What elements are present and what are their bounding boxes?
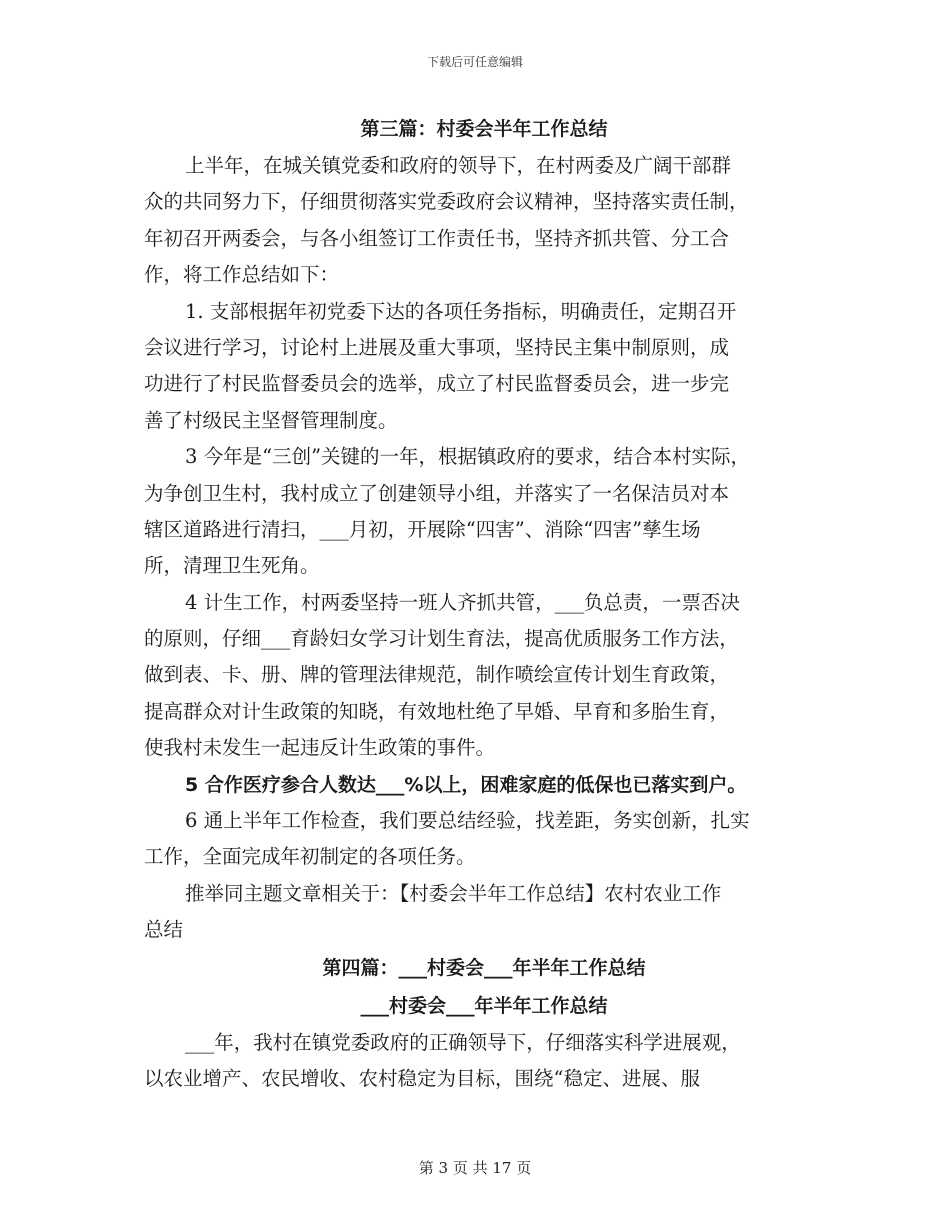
page-number: 第 3 页 共 17 页 — [418, 1159, 532, 1177]
paragraph-line: 提高群众对计生政策的知晓，有效地杜绝了早婚、早育和多胎生育， — [144, 699, 730, 723]
document-body — [144, 108, 824, 1097]
paragraph-line: 3 今年是“三创”关键的一年，根据镇政府的要求，结合本村实际， — [185, 445, 751, 469]
paragraph-line: 年初召开两委会，与各小组签订工作责任书，坚持齐抓共管、分工合 — [144, 226, 730, 250]
paragraph-line: 善了村级民主坚督管理制度。 — [144, 408, 398, 432]
paragraph-line: 作，将工作总结如下： — [144, 263, 340, 287]
paragraph-line: 所，清理卫生死角。 — [144, 554, 320, 578]
paragraph-line: 推举同主题文章相关于：【村委会半年工作总结】农村农业工作 — [185, 881, 722, 905]
paragraph-line: 1. 支部根据年初党委下达的各项任务指标，明确责任，定期召开 — [185, 299, 737, 323]
paragraph-line: 做到表、卡、册、牌的管理法律规范，制作喷绘宣传计划生育政策， — [144, 663, 730, 687]
paragraph-line: 为争创卫生村，我村成立了创建领导小组，并落实了一名保洁员对本 — [144, 481, 730, 505]
section-heading-4: 第四篇：___村委会___年半年工作总结 — [322, 956, 646, 979]
paragraph-line: ___年，我村在镇党委政府的正确领导下，仔细落实科学进展观， — [185, 1030, 741, 1054]
paragraph-line: 工作，全面完成年初制定的各项任务。 — [144, 845, 476, 869]
paragraph-line: 使我村未发生一起违反计生政策的事件。 — [144, 736, 496, 760]
paragraph-line: 6 通上半年工作检查，我们要总结经验，找差距，务实创新，扎实 — [185, 809, 750, 833]
paragraph-line: 以农业增产、农民增收、农村稳定为目标，围绕“稳定、进展、服 — [144, 1066, 700, 1090]
paragraph-line: 功进行了村民监督委员会的选举，成立了村民监督委员会，进一步完 — [144, 372, 730, 396]
paragraph-line: 总结 — [144, 918, 184, 942]
paragraph-line: 的原则，仔细___育龄妇女学习计划生育法，提高优质服务工作方法， — [144, 627, 739, 651]
paragraph-line: 上半年，在城关镇党委和政府的领导下，在村两委及广阔干部群 — [185, 154, 732, 177]
paragraph-line: 辖区道路进行清扫，___月初，开展除“四害”、消除“四害”孳生场 — [144, 517, 701, 541]
article-title: ___村委会___年半年工作总结 — [360, 994, 608, 1017]
paragraph-line: 会议进行学习，讨论村上进展及重大事项，坚持民主集中制原则，成 — [144, 335, 730, 359]
paragraph-line: 4 计生工作，村两委坚持一班人齐抓共管，___负总责，一票否决 — [185, 590, 740, 614]
paragraph-line: 众的共同努力下，仔细贯彻落实党委政府会议精神，坚持落实责任制， — [144, 190, 749, 214]
section-heading-3: 第三篇：村委会半年工作总结 — [360, 118, 608, 140]
paragraph-line-bold: 5 合作医疗参合人数达___%以上，困难家庭的低保也已落实到户。 — [185, 773, 747, 796]
header-note: 下载后可任意编辑 — [426, 55, 523, 69]
